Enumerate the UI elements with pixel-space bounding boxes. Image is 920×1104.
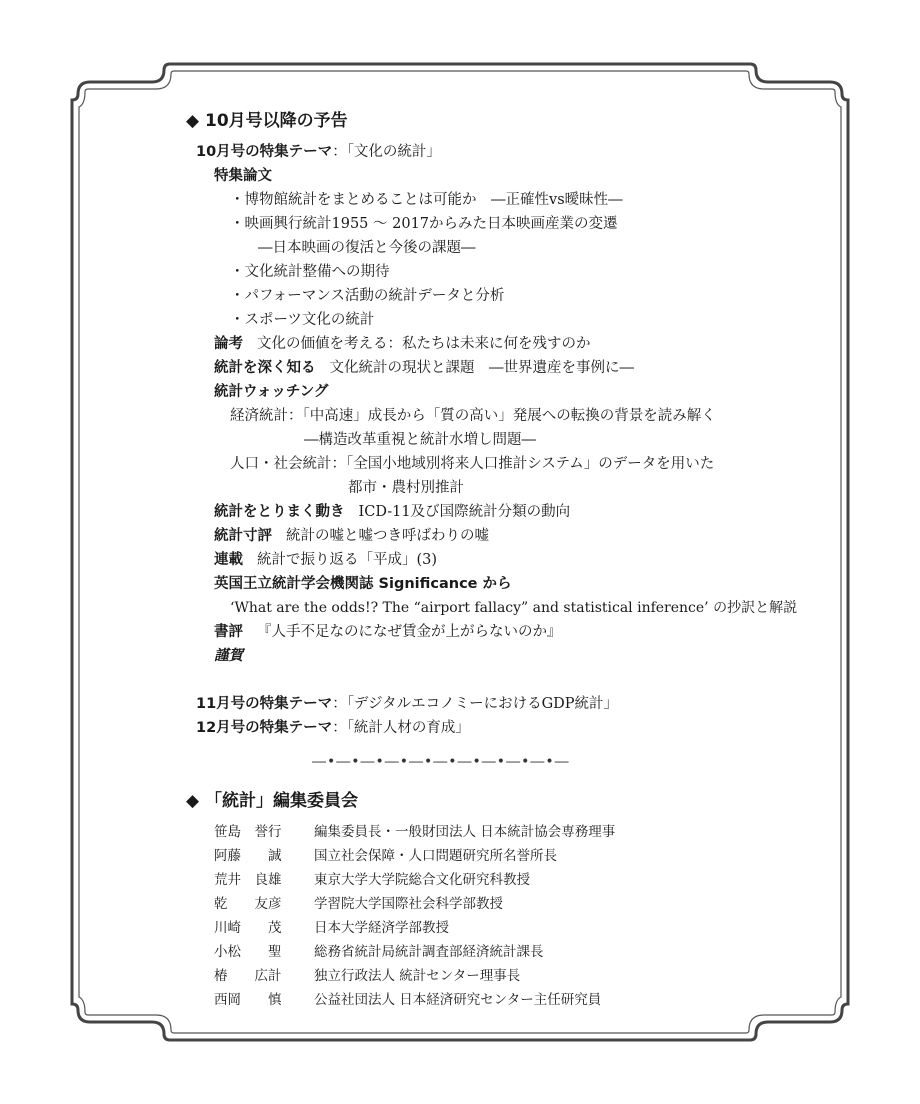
member-role: 国立社会保障・人口問題研究所名誉所長 (314, 848, 557, 864)
deep-knowledge-label: 統計を深く知る (214, 360, 316, 376)
feature-paper-item: ・映画興行統計1955 ～ 2017からみた日本映画産業の変遷 (230, 216, 618, 232)
october-theme-title: 「文化の統計」 (346, 144, 441, 160)
significance-text: ‘What are the odds!? The “airport fallacy” and statistical inference’ の抄訳と解説 (230, 600, 798, 616)
feature-papers-heading: 特集論文 (214, 168, 272, 184)
feature-paper-item: ・パフォーマンス活動の統計データと分析 (230, 288, 505, 304)
deep-knowledge-text: 文化統計の現状と課題 ―世界遺産を事例に― (329, 360, 634, 376)
diamond-icon: ◆ (186, 791, 200, 811)
ronko-label: 論考 (214, 336, 243, 352)
committee-member (214, 966, 520, 986)
feature-paper-item: ・スポーツ文化の統計 (230, 312, 375, 328)
book-review-label: 書評 (214, 624, 243, 640)
series-line (214, 550, 437, 570)
october-theme (196, 142, 441, 162)
december-theme-colon: ： (332, 720, 347, 736)
feature-paper-subtitle: ―日本映画の復活と今後の課題― (258, 240, 476, 256)
short-review-label: 統計寸評 (214, 528, 272, 544)
member-name: 荒井 良雄 (214, 872, 282, 888)
committee-member (214, 918, 449, 938)
section-divider: ―•―•―•―•―•―•―•―•―•―•― (312, 754, 570, 770)
november-theme-title: 「デジタルエコノミーにおけるGDP統計」 (346, 696, 619, 712)
section-title: 「統計」編集委員会 (205, 791, 358, 811)
member-role: 独立行政法人 統計センター理事長 (314, 968, 521, 984)
watching-population-cont: 都市・農村別推計 (348, 480, 464, 496)
member-name: 阿藤 誠 (214, 848, 282, 864)
member-name: 川崎 茂 (214, 920, 282, 936)
november-theme-label: 11月号の特集テーマ (196, 696, 333, 712)
watching-heading: 統計ウォッチング (214, 384, 329, 400)
diamond-icon: ◆ (186, 111, 200, 131)
committee-member (214, 822, 615, 842)
november-theme-colon: ： (332, 696, 347, 712)
committee-member (214, 990, 601, 1010)
significance-heading: 英国王立統計学会機関誌 Significance から (214, 576, 512, 592)
committee-member (214, 942, 544, 962)
october-theme-label: 10月号の特集テーマ (196, 144, 333, 160)
feature-paper-item: ・博物館統計をまとめることは可能か ―正確性vs曖昧性― (230, 192, 623, 208)
committee-member (214, 894, 503, 914)
trends-label: 統計をとりまく動き (214, 504, 345, 520)
section-title: 10月号以降の予告 (205, 111, 348, 131)
book-review-text: 『人手不足なのになぜ賃金が上がらないのか』 (257, 624, 562, 640)
member-role: 学習院大学国際社会科学部教授 (314, 896, 503, 912)
member-name: 椿 広計 (214, 968, 282, 984)
member-name: 小松 聖 (214, 944, 282, 960)
watching-economic-subtitle: ―構造改革重視と統計水増し問題― (304, 432, 536, 448)
series-label: 連載 (214, 552, 243, 568)
member-role: 編集委員長・一般財団法人 日本統計協会専務理事 (314, 824, 616, 840)
ronko-text: 文化の価値を考える：私たちは未来に何を残すのか (257, 336, 591, 352)
deep-knowledge-line (214, 358, 634, 378)
trends-line (214, 502, 570, 522)
member-name: 乾 友彦 (214, 896, 282, 912)
november-theme (196, 694, 618, 714)
short-review-line (214, 526, 489, 546)
greeting: 謹賀 (214, 648, 243, 664)
watching-population: 人口・社会統計：「全国小地域別将来人口推計システム」のデータを用いた (230, 456, 715, 472)
committee-member (214, 870, 530, 890)
section-heading-preview (186, 110, 348, 132)
member-role: 日本大学経済学部教授 (314, 920, 449, 936)
committee-member (214, 846, 557, 866)
december-theme-title: 「統計人材の育成」 (346, 720, 470, 736)
ronko-line (214, 334, 591, 354)
series-text: 統計で振り返る「平成」(3) (257, 552, 438, 568)
section-heading-committee (186, 790, 358, 812)
october-theme-colon: ： (332, 144, 347, 160)
member-role: 公益社団法人 日本経済研究センター主任研究員 (314, 992, 602, 1008)
december-theme-label: 12月号の特集テーマ (196, 720, 333, 736)
book-review-line (214, 622, 562, 642)
trends-text: ICD-11及び国際統計分類の動向 (358, 504, 571, 520)
member-name: 西岡 慎 (214, 992, 282, 1008)
short-review-text: 統計の嘘と嘘つき呼ばわりの嘘 (286, 528, 489, 544)
member-name: 笹島 誉行 (214, 824, 282, 840)
watching-economic: 経済統計：「中高速」成長から「質の高い」発展への転換の背景を読み解く (230, 408, 716, 424)
december-theme (196, 718, 470, 738)
member-role: 総務省統計局統計調査部経済統計課長 (314, 944, 544, 960)
member-role: 東京大学大学院総合文化研究科教授 (314, 872, 530, 888)
feature-paper-item: ・文化統計整備への期待 (230, 264, 390, 280)
